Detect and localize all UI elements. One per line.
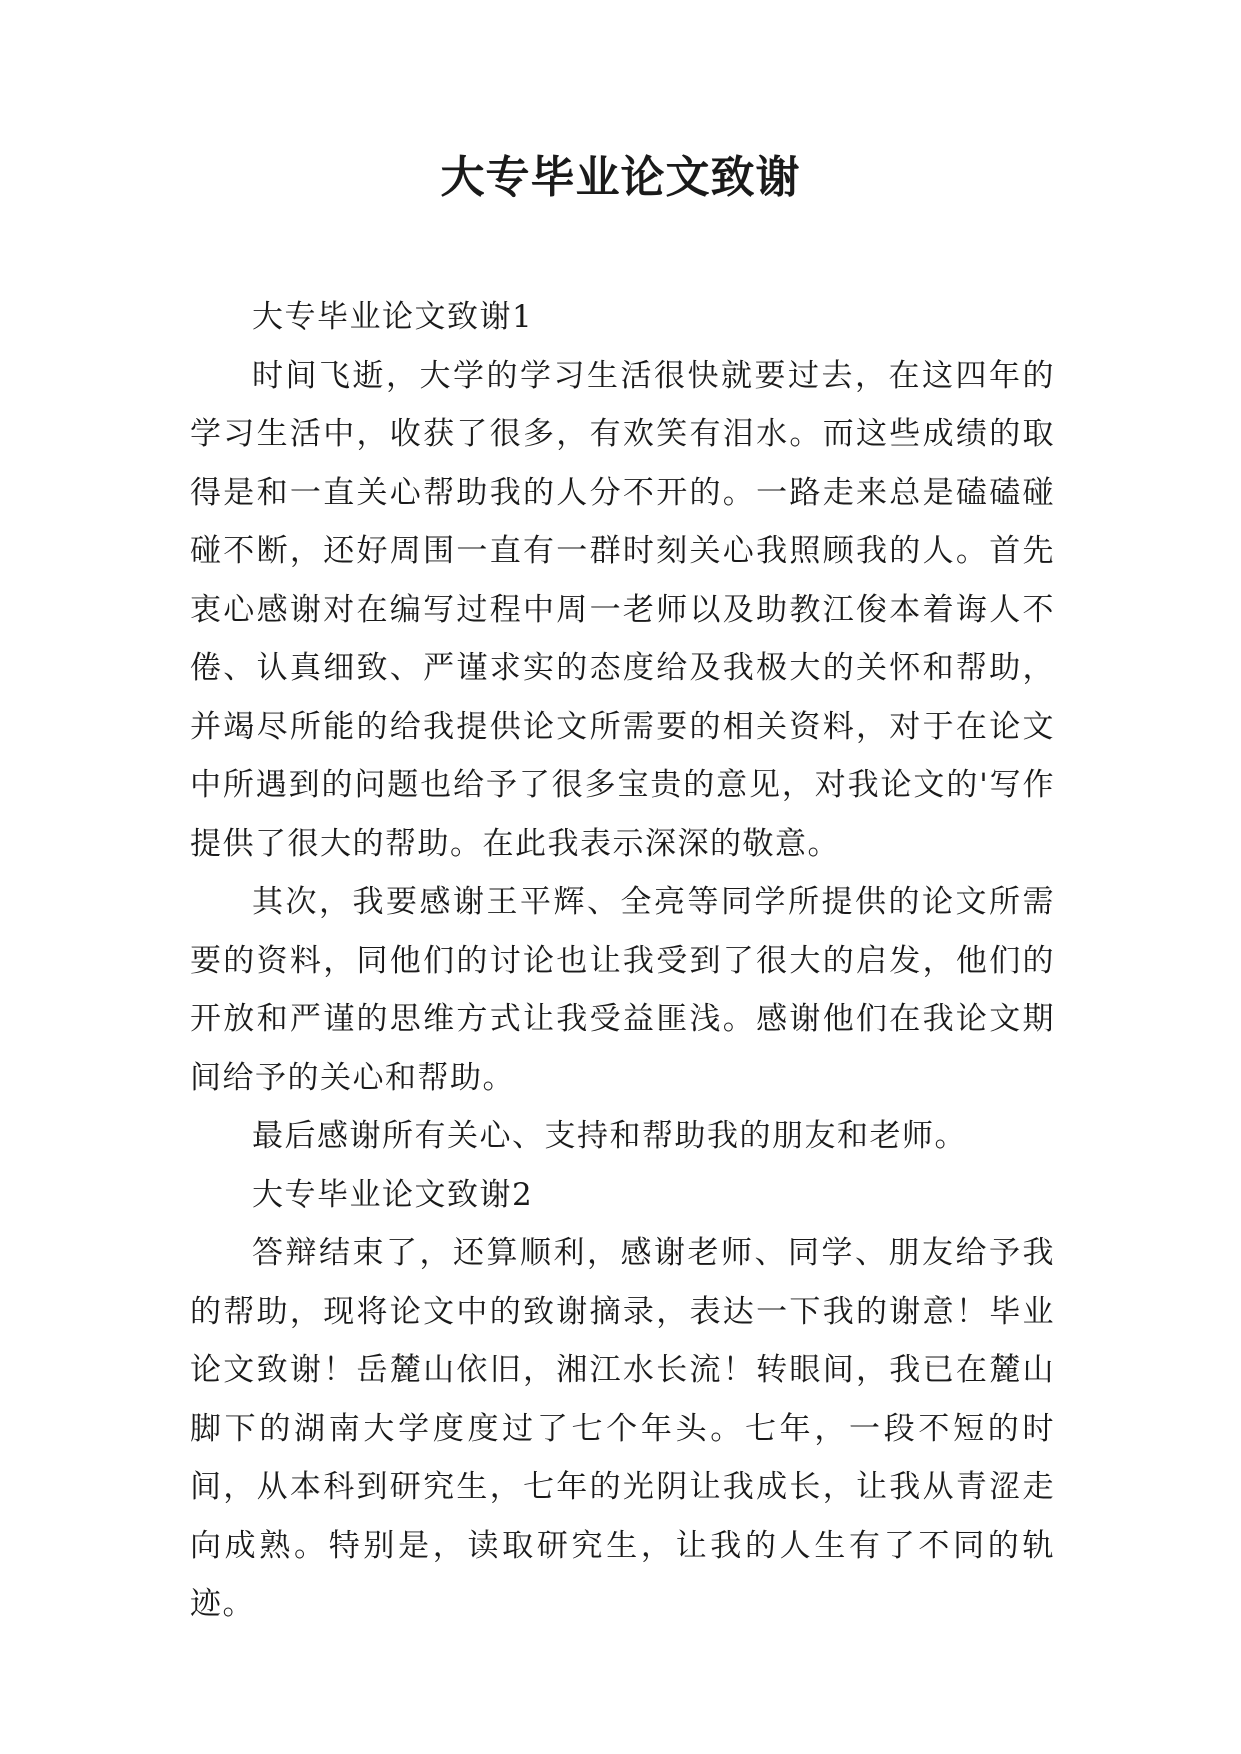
document-title: 大专毕业论文致谢 <box>440 152 801 203</box>
paragraph: 答辩结束了，还算顺利，感谢老师、同学、朋友给予我的帮助，现将论文中的致谢摘录，表达一下我的谢意！毕业论文致谢！岳麓山依旧，湘江水长流！转眼间，我已在麓山脚下的湖南大学度度过了七个年头。七年，一段不短的时间，从本科到研究生，七年的光阴让我成长，让我从青涩走向成熟。特别是，读取研究生，让我的人生有了不同的轨迹。 <box>190 1235 1055 1622</box>
section-heading-1: 大专毕业论文致谢1 <box>252 299 534 335</box>
section-heading-2: 大专毕业论文致谢2 <box>252 1176 534 1213</box>
paragraph: 其次，我要感谢王平辉、全亮等同学所提供的论文所需要的资料，同他们的讨论也让我受到了很大的启发，他们的开放和严谨的思维方式让我受益匪浅。感谢他们在我论文期间给予的关心和帮助。 <box>190 884 1055 1096</box>
document-body <box>190 288 1055 1634</box>
paragraph: 最后感谢所有关心、支持和帮助我的朋友和老师。 <box>252 1118 967 1154</box>
paragraph: 时间飞逝，大学的学习生活很快就要过去，在这四年的学习生活中，收获了很多，有欢笑有泪水。而这些成绩的取得是和一直关心帮助我的人分不开的。一路走来总是磕磕碰碰不断，还好周围一直有一群时刻关心我照顾我的人。首先衷心感谢对在编写过程中周一老师以及助教江俊本着诲人不倦、认真细致、严谨求实的态度给及我极大的关怀和帮助，并竭尽所能的给我提供论文所需要的相关资料，对于在论文中所遇到的问题也给予了很多宝贵的意见，对我论文的'写作提供了很大的帮助。在此我表示深深的敬意。 <box>190 357 1055 862</box>
